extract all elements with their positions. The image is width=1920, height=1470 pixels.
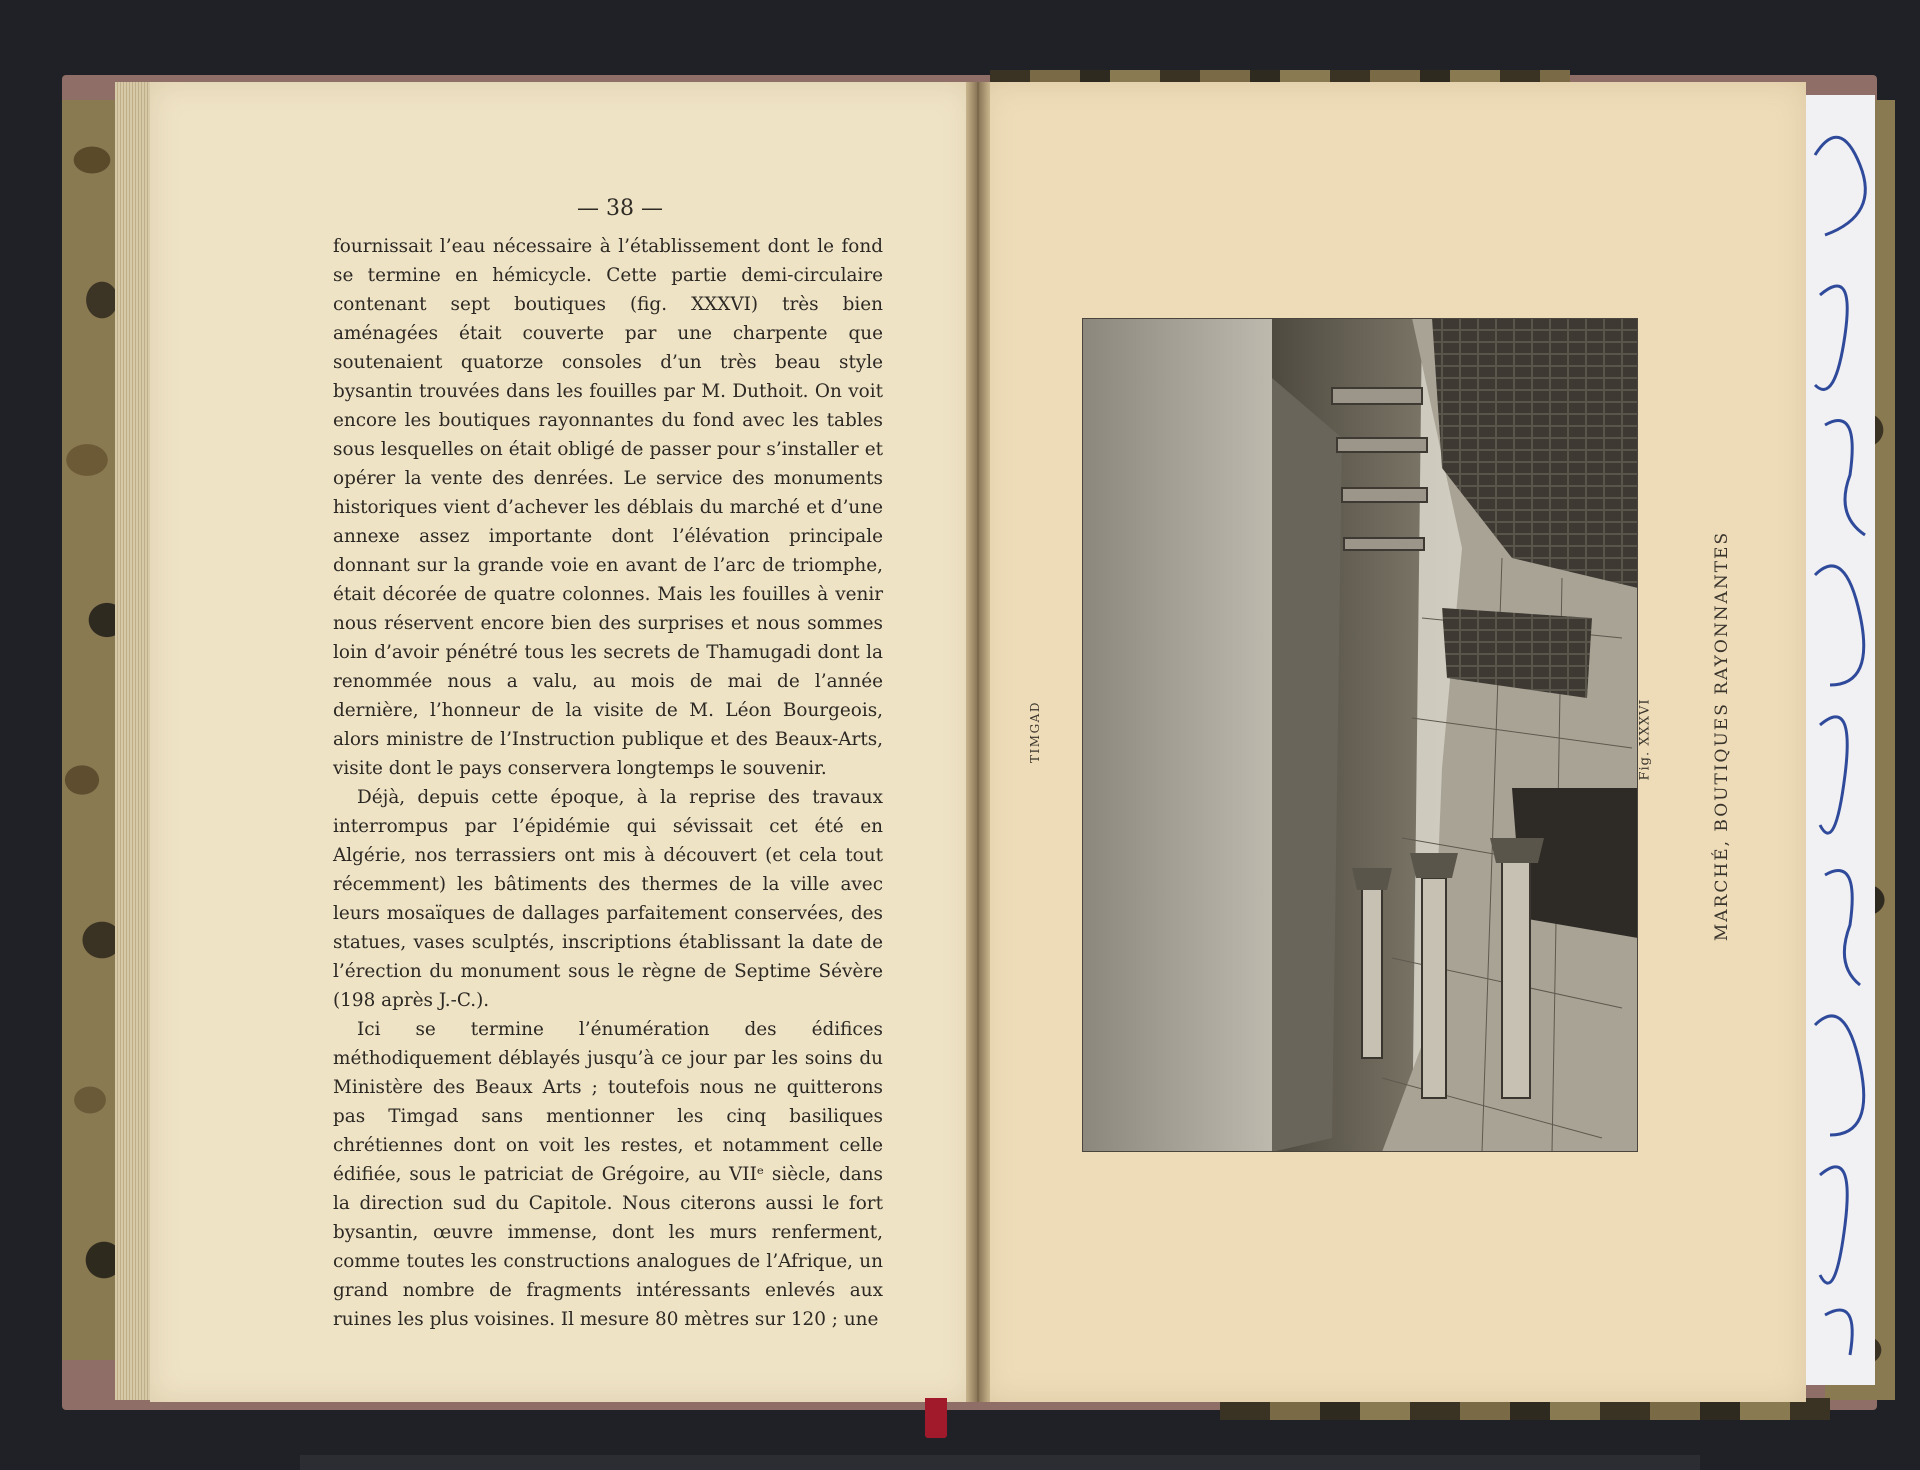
figure-caption: MARCHÉ, BOUTIQUES RAYONNANTES (1712, 530, 1732, 942)
book-gutter (966, 82, 990, 1402)
book-stand (300, 1455, 1700, 1470)
figure-number: Fig. XXXVI (1637, 698, 1653, 781)
paragraph: Déjà, depuis cette époque, à la reprise des travaux interrompus par l’épidémie qui sévissait cet été en Algérie, nos terrassiers ont mis à découvert (et cela tout récemment) les bâtiments des thermes de la ville avec leurs mosaïques de dallages parfaitement conservées, des statues, vases sculptés, inscriptions établissant la date de l’érection du monument sous le règne de Septime Sévère (198 après J.-C.). (333, 787, 883, 1011)
body-text (333, 232, 883, 1334)
endpaper-pattern (1805, 95, 1875, 1385)
bookmark-ribbon[interactable] (925, 1398, 947, 1438)
paragraph: Ici se termine l’énumération des édifices méthodiquement déblayés jusqu’à ce jour par les soins du Ministère des Beaux Arts ; toutefois nous ne quitterons pas Timgad sans mentionner les cinq basiliques chrétiennes dont on voit les restes, et notamment celle édifiée, sous le patriciat de Grégoire, au VIIᵉ siècle, dans la direction sud du Capitole. Nous citerons aussi le fort bysantin, œuvre immense, dont les murs renferment, comme toutes les constructions analogues de l’Afrique, un grand nombre de fragments intéressants enlevés aux ruines les plus voisines. Il mesure 80 mètres sur 120 ; une (333, 1019, 883, 1330)
paragraph: fournissait l’eau nécessaire à l’établissement dont le fond se termine en hémicycle. Cette partie demi-circulaire contenant sept boutiques (fig. XXXVI) très bien aménagées était couverte par une charpente que soutenaient quatorze consoles d’un très beau style bysantin trouvées dans les fouilles par M. Duthoit. On voit encore les boutiques rayonnantes du fond avec les tables sous lesquelles on était obligé de passer pour s’installer et opérer la vente des denrées. Le service des monuments historiques vient d’achever les déblais du marché et d’une annexe assez importante dont l’élévation principale donnant sur la grande voie en avant de l’arc de triomphe, était décorée de quatre colonnes. Mais les fouilles à venir nous réservent encore bien des surprises et nous sommes loin d’avoir pénétré tous les secrets de Thamugadi dont la renommée nous a valu, au mois de mai de l’année dernière, l’honneur de la visite de M. Léon Bourgeois, alors ministre de l’Instruction publique et des Beaux-Arts, visite dont le pays conservera longtemps le souvenir. (333, 236, 883, 779)
page-number: — 38 — (577, 196, 663, 221)
photograph-plate (1082, 318, 1638, 1152)
running-title: TIMGAD (1028, 701, 1042, 763)
